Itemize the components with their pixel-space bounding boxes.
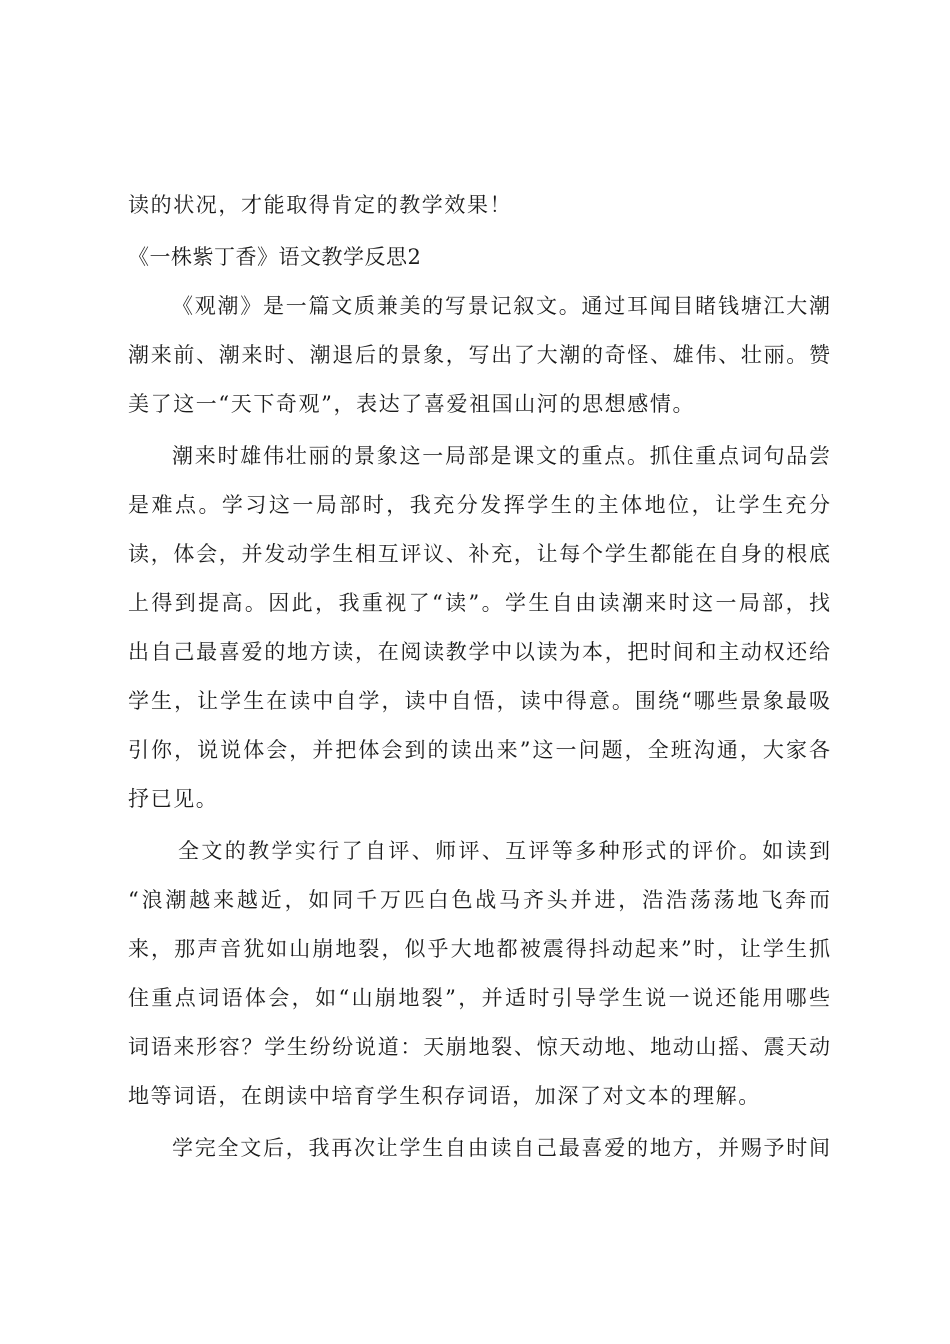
intro-line: 读的状况，才能取得肯定的教学效果！ <box>128 193 513 217</box>
paragraph-line: 上得到提高。因此，我重视了“读”。学生自由读潮来时这一局部，找 <box>128 591 830 615</box>
paragraph-line: 抒已见。 <box>128 787 219 811</box>
paragraph-line: 地等词语，在朗读中培育学生积存词语，加深了对文本的理解。 <box>128 1084 761 1108</box>
paragraph-line: 美了这一“天下奇观”，表达了喜爱祖国山河的思想感情。 <box>128 392 696 416</box>
paragraph-line: 是难点。学习这一局部时，我充分发挥学生的主体地位，让学生充分 <box>128 493 830 517</box>
paragraph-line: 词语来形容？学生纷纷说道：天崩地裂、惊天动地、地动山摇、震天动 <box>128 1035 830 1059</box>
paragraph-line: “浪潮越来越近，如同千万匹白色战马齐头并进，浩浩荡荡地飞奔而 <box>128 888 830 912</box>
paragraph-line: 住重点词语体会，如“山崩地裂”，并适时引导学生说一说还能用哪些 <box>128 986 830 1010</box>
paragraph-line: 来，那声音犹如山崩地裂，似乎大地都被震得抖动起来”时，让学生抓 <box>128 937 830 961</box>
paragraph-line: 潮来前、潮来时、潮退后的景象，写出了大潮的奇怪、雄伟、壮丽。赞 <box>128 343 830 367</box>
paragraph-line: 学完全文后，我再次让学生自由读自己最喜爱的地方，并赐予时间 <box>172 1136 830 1160</box>
paragraph-line: 引你，说说体会，并把体会到的读出来”这一问题，全班沟通，大家各 <box>128 738 830 762</box>
section-title: 《一株紫丁香》语文教学反思2 <box>128 245 422 269</box>
paragraph-line: 读，体会，并发动学生相互评议、补充，让每个学生都能在自身的根底 <box>128 542 830 566</box>
paragraph-line: 《观潮》是一篇文质兼美的写景记叙文。通过耳闻目睹钱塘江大潮 <box>172 294 830 318</box>
paragraph-line: 学生，让学生在读中自学，读中自悟，读中得意。围绕“哪些景象最吸 <box>128 689 830 713</box>
paragraph-line: 出自己最喜爱的地方读，在阅读教学中以读为本，把时间和主动权还给 <box>128 640 830 664</box>
paragraph-line: 潮来时雄伟壮丽的景象这一局部是课文的重点。抓住重点词句品尝 <box>172 444 830 468</box>
paragraph-line: 全文的教学实行了自评、师评、互评等多种形式的评价。如读到 <box>178 839 830 863</box>
